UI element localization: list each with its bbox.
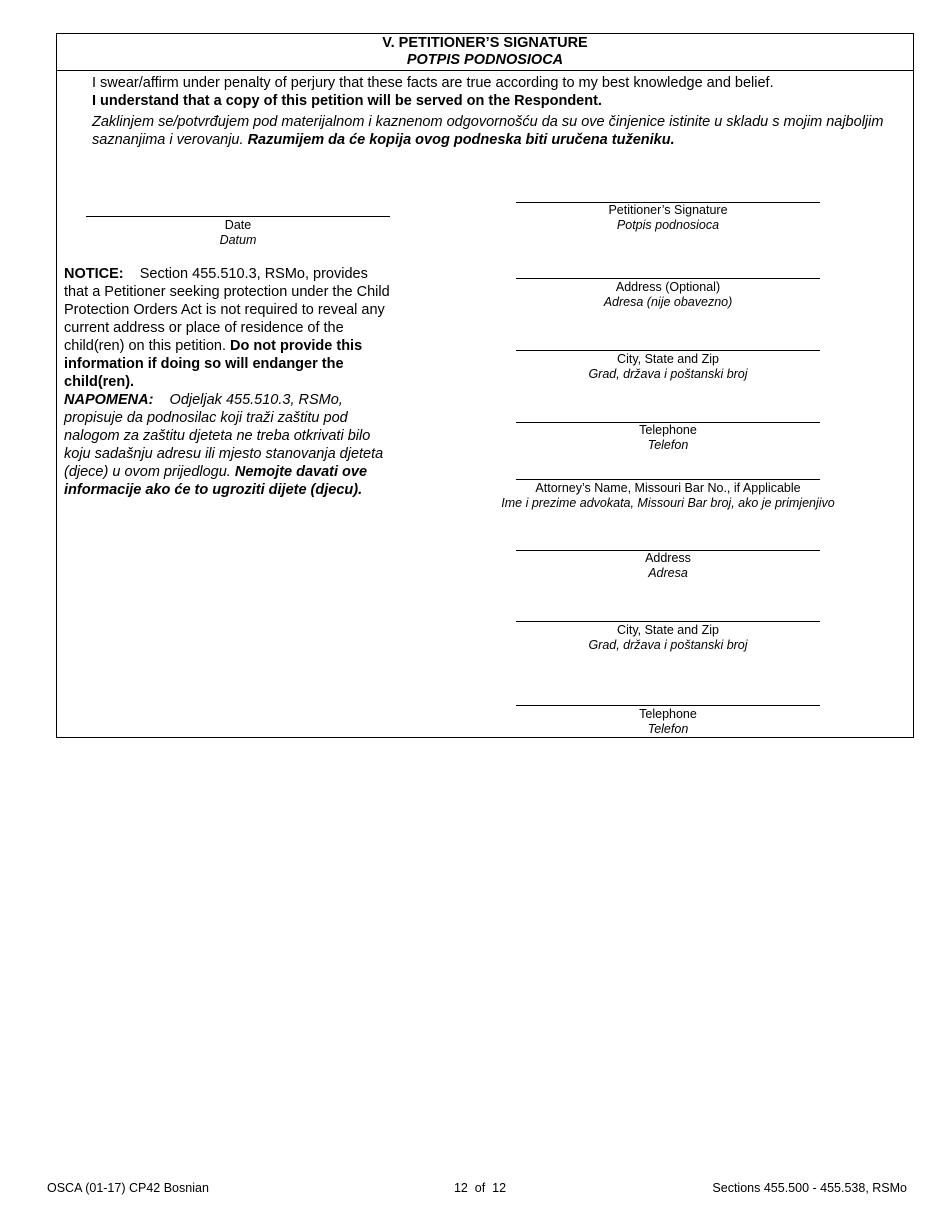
oath-bosnian-bold: Razumijem da će kopija ovog podneska biti uručena tuženiku. — [247, 132, 675, 148]
signature-section — [56, 33, 914, 738]
oath-english-bold: I understand that a copy of this petition will be served on the Respondent. — [92, 93, 602, 109]
notice-label-bosnian: NAPOMENA: — [64, 392, 154, 408]
attorney-address-caption: Address Adresa — [645, 551, 691, 580]
attorney-telephone-caption: Telephone Telefon — [639, 707, 697, 736]
footer-form-id: OSCA (01-17) CP42 Bosnian — [47, 1181, 209, 1195]
date-line[interactable] — [86, 216, 390, 217]
section-header — [57, 34, 913, 71]
notice-block — [64, 265, 394, 499]
address-optional-caption: Address (Optional) Adresa (nije obavezno) — [603, 280, 733, 309]
notice-label: NOTICE: — [64, 266, 124, 282]
attorney-city-state-zip-caption: City, State and Zip Grad, država i poštanski broj — [588, 623, 748, 652]
notice-warning: Do not provide this information if doing so will endanger the child(ren). — [64, 338, 363, 390]
city-state-zip-line[interactable] — [516, 350, 820, 351]
notice-english: NOTICE: Section 455.510.3, RSMo, provides that a Petitioner seeking protection under the Child Protection Orders Act is not required to reveal any current address or place of residence of the child(ren) on this petition. Do not provide this information if doing so will endanger the child(ren). — [64, 266, 390, 390]
attorney-telephone-line[interactable] — [516, 705, 820, 706]
attorney-city-state-zip-line[interactable] — [516, 621, 820, 622]
attorney-name-line[interactable] — [516, 479, 820, 480]
city-state-zip-caption: City, State and Zip Grad, država i poštanski broj — [588, 352, 748, 381]
oath-english: I swear/affirm under penalty of perjury that these facts are true according to my best knowledge and belief. — [92, 75, 774, 91]
attorney-name-caption: Attorney’s Name, Missouri Bar No., if Applicable Ime i prezime advokata, Missouri Bar broj, ako je primjenjivo — [501, 481, 835, 510]
address-optional-line[interactable] — [516, 278, 820, 279]
section-title: V. PETITIONER’S SIGNATURE — [382, 35, 588, 51]
notice-warning-bosnian: Nemojte davati ove informacije ako će to ugroziti dijete (djecu). — [64, 464, 368, 498]
date-caption: Date Datum — [219, 218, 257, 247]
section-title-bosnian: POTPIS PODNOSIOCA — [406, 52, 564, 68]
footer-page-number: 12 of 12 — [453, 1181, 507, 1195]
footer-statute: Sections 455.500 - 455.538, RSMo — [712, 1181, 907, 1195]
oath-bosnian: Zaklinjem se/potvrđujem pod materijalnom i kaznenom odgovornošću da su ove činjenice istinite u skladu s mojim najboljim saznanjima i verovanju. Razumijem da će kopija ovog podneska biti uručena tuženiku. — [92, 114, 884, 148]
oath-statement — [92, 74, 892, 149]
notice-bosnian: NAPOMENA: Odjeljak 455.510.3, RSMo, propisuje da podnosilac koji traži zaštitu pod nalogom za zaštitu djeteta ne treba otkrivati bilo koju sadašnju adresu ili mjesto stanovanja djeteta (djece) u ovom prijedlogu. Nemojte davati ove informacije ako će to ugroziti dijete (djecu). — [64, 392, 384, 498]
petitioner-signature-caption: Petitioner’s Signature Potpis podnosioca — [608, 203, 728, 232]
telephone-caption: Telephone Telefon — [639, 423, 697, 452]
